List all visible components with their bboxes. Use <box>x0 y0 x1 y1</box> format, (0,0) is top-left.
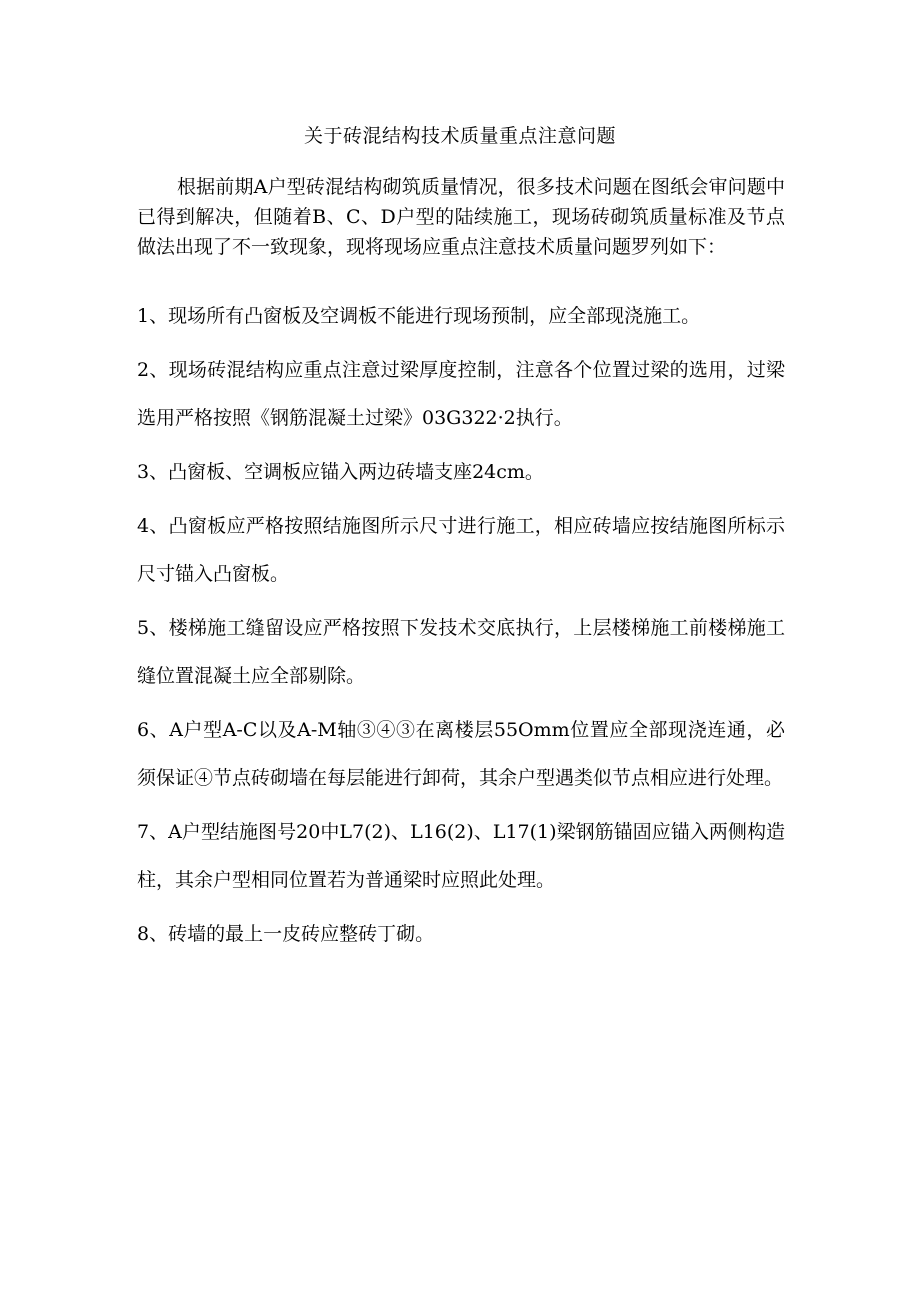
issue-item-3: 3、凸窗板、空调板应锚入两边砖墙支座24cm。 <box>137 461 544 483</box>
issue-list <box>137 292 785 964</box>
issue-item-1: 1、现场所有凸窗板及空调板不能进行现场预制，应全部现浇施工。 <box>137 305 701 327</box>
issue-item-5: 5、楼梯施工缝留设应严格按照下发技术交底执行，上层楼梯施工前楼梯施工缝位置混凝土应全部剔除。 <box>137 617 785 687</box>
issue-item-2: 2、现场砖混结构应重点注意过梁厚度控制，注意各个位置过梁的选用，过梁选用严格按照《钢筋混凝土过梁》03G322·2执行。 <box>137 359 785 429</box>
document-title: 关于砖混结构技术质量重点注意问题 <box>303 125 616 147</box>
issue-item-6: 6、A户型A-C以及A-M轴③④③在离楼层55Omm位置应全部现浇连通，必须保证④节点砖砌墙在每层能进行卸荷，其余户型遇类似节点相应进行处理。 <box>137 719 785 789</box>
issue-item-7: 7、A户型结施图号20中L7(2)、L16(2)、L17(1)梁钢筋锚固应锚入两侧构造柱，其余户型相同位置若为普通梁时应照此处理。 <box>137 821 785 891</box>
issue-item-8: 8、砖墙的最上一皮砖应整砖丁砌。 <box>137 923 435 945</box>
intro-paragraph: 根据前期A户型砖混结构砌筑质量情况，很多技术问题在图纸会审问题中已得到解决，但随着B、C、D户型的陆续施工，现场砖砌筑质量标准及节点做法出现了不一致现象，现将现场应重点注意技术质量问题罗列如下： <box>137 176 785 258</box>
issue-item-4: 4、凸窗板应严格按照结施图所示尺寸进行施工，相应砖墙应按结施图所标示尺寸锚入凸窗板。 <box>137 515 785 585</box>
